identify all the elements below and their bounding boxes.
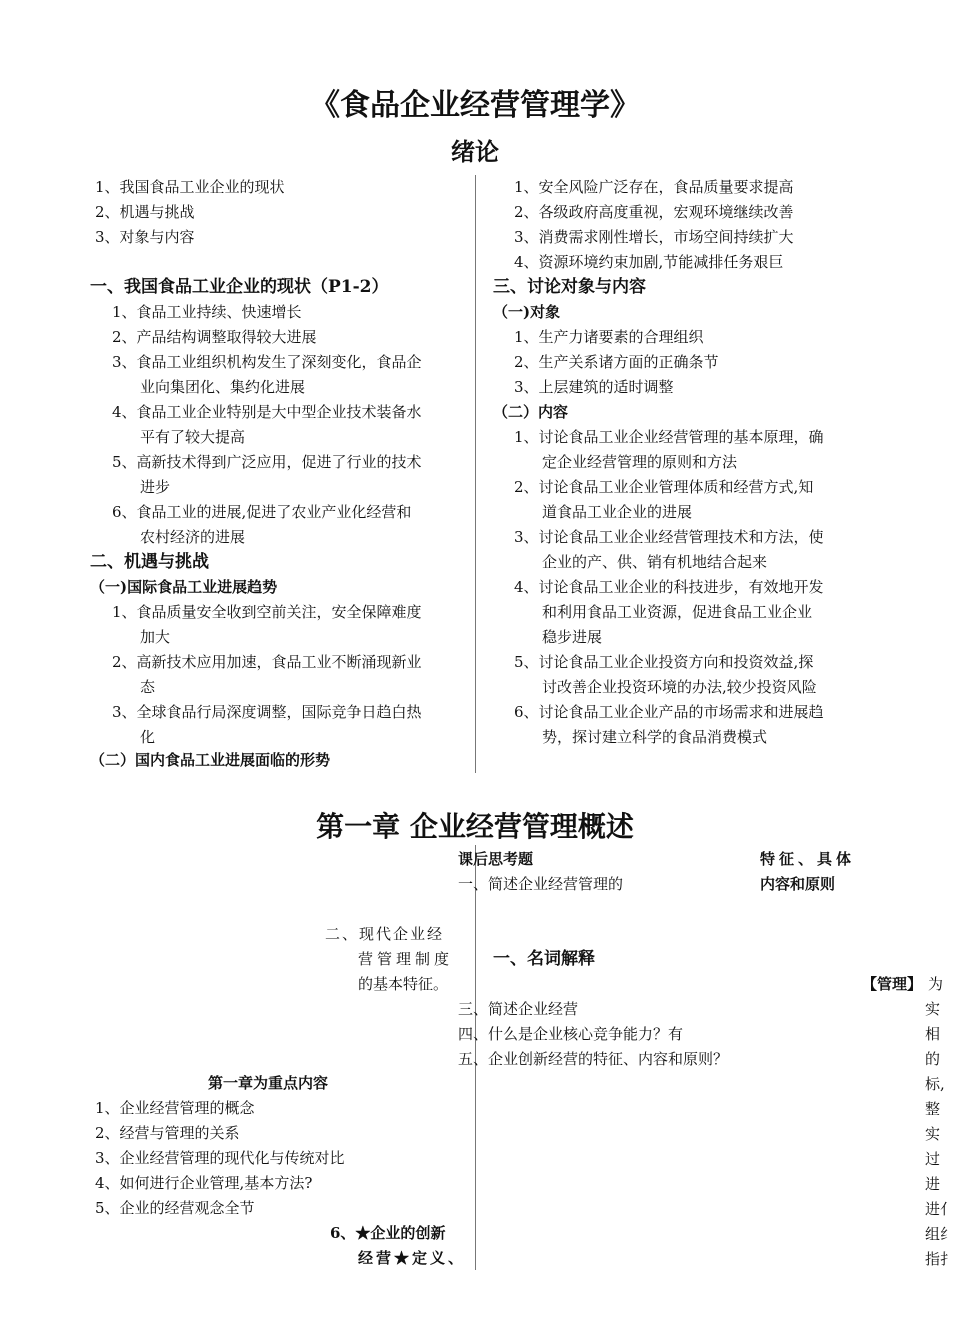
question-item-cont: 营管理制度 bbox=[358, 950, 454, 968]
list-item: 3、消费需求刚性增长，市场空间持续扩大 bbox=[514, 228, 794, 246]
subsection-heading: （二）内容 bbox=[493, 403, 569, 421]
toc-item: 2、机遇与挑战 bbox=[95, 203, 195, 221]
question-item: 四、什么是企业核心竞争能力？有 bbox=[458, 1025, 684, 1043]
questions-heading: 课后思考题 bbox=[458, 850, 534, 868]
list-item-cont: 平有了较大提高 bbox=[140, 428, 246, 446]
list-item: 1、讨论食品工业企业经营管理的基本原理，确 bbox=[514, 428, 824, 446]
list-item: 5、高新技术得到广泛应用，促进了行业的技术 bbox=[112, 453, 422, 471]
term-fragment: 相 bbox=[925, 1025, 941, 1043]
list-item: 1、安全风险广泛存在，食品质量要求提高 bbox=[514, 178, 794, 196]
list-item-cont: 和利用食品工业资源，促进食品工业企业 bbox=[542, 603, 813, 621]
section-heading: 三、讨论对象与内容 bbox=[493, 277, 646, 297]
list-item: 4、资源环境约束加剧,节能减排任务艰巨 bbox=[514, 253, 784, 271]
key-point-item: 2、经营与管理的关系 bbox=[95, 1124, 240, 1142]
term-fragment: 进 bbox=[925, 1175, 941, 1193]
term-fragment: 整 bbox=[925, 1100, 941, 1118]
toc-item: 3、对象与内容 bbox=[95, 228, 195, 246]
term-fragment: 标, bbox=[925, 1075, 945, 1093]
key-point-item: 4、如何进行企业管理,基本方法? bbox=[95, 1174, 313, 1192]
list-item-cont: 进步 bbox=[140, 478, 171, 496]
key-points-heading: 第一章为重点内容 bbox=[208, 1074, 329, 1092]
question-item-cont: 的基本特征。 bbox=[358, 975, 449, 993]
question-item: 一、简述企业经营管理的 bbox=[458, 875, 624, 893]
question-item: 二、现代企业经 bbox=[325, 925, 445, 943]
list-item-cont: 企业的产、供、销有机地结合起来 bbox=[542, 553, 768, 571]
list-item: 6、食品工业的进展,促进了农业产业化经营和 bbox=[112, 503, 412, 521]
key-point-item: 5、企业的经营观念全节 bbox=[95, 1199, 255, 1217]
term-fragment: 实 bbox=[925, 1000, 941, 1018]
chapter-heading: 第一章 企业经营管理概述 bbox=[316, 810, 634, 843]
question-item-cont: 特征、具体 bbox=[760, 850, 856, 868]
term-fragment: 组纟 bbox=[925, 1225, 955, 1243]
subsection-heading: （二）国内食品工业进展面临的形势 bbox=[90, 751, 331, 769]
list-item: 1、生产力诸要素的合理组织 bbox=[514, 328, 704, 346]
list-item-cont: 稳步进展 bbox=[542, 628, 603, 646]
question-item: 三、简述企业经营 bbox=[458, 1000, 579, 1018]
list-item: 4、食品工业企业特别是大中型企业技术装备水 bbox=[112, 403, 422, 421]
list-item: 3、讨论食品工业企业经营管理技术和方法，使 bbox=[514, 528, 824, 546]
intro-heading: 绪论 bbox=[451, 137, 499, 166]
list-item-cont: 讨改善企业投资环境的办法,较少投资风险 bbox=[542, 678, 817, 696]
term-label: 【管理】 bbox=[862, 975, 923, 993]
column-divider bbox=[475, 175, 476, 773]
term-fragment: 过 bbox=[925, 1150, 941, 1168]
subsection-heading: （一)国际食品工业进展趋势 bbox=[90, 578, 278, 596]
subsection-heading: （一)对象 bbox=[493, 303, 561, 321]
list-item: 2、高新技术应用加速，食品工业不断涌现新业 bbox=[112, 653, 422, 671]
section-heading: 一、我国食品工业企业的现状（P1-2） bbox=[90, 277, 389, 297]
list-item: 2、讨论食品工业企业管理体质和经营方式,知 bbox=[514, 478, 814, 496]
question-item-cont: 内容和原则 bbox=[760, 875, 836, 893]
list-item-cont: 加大 bbox=[140, 628, 171, 646]
list-item: 3、全球食品行局深度调整，国际竞争日趋白热 bbox=[112, 703, 422, 721]
term-fragment: 指扌 bbox=[925, 1250, 955, 1268]
section-heading: 二、机遇与挑战 bbox=[90, 552, 209, 572]
list-item-cont: 业向集团化、集约化进展 bbox=[140, 378, 306, 396]
list-item-cont: 道食品工业企业的进展 bbox=[542, 503, 693, 521]
list-item-cont: 农村经济的进展 bbox=[140, 528, 246, 546]
key-point-item: 3、企业经营管理的现代化与传统对比 bbox=[95, 1149, 345, 1167]
list-item: 1、食品工业持续、快速增长 bbox=[112, 303, 302, 321]
list-item: 3、食品工业组织机构发生了深刻变化，食品企 bbox=[112, 353, 422, 371]
term-fragment: 为 bbox=[928, 975, 944, 993]
list-item-cont: 势，探讨建立科学的食品消费模式 bbox=[542, 728, 768, 746]
key-point-item: 1、企业经营管理的概念 bbox=[95, 1099, 255, 1117]
list-item-cont: 定企业经营管理的原则和方法 bbox=[542, 453, 738, 471]
term-fragment: 实 bbox=[925, 1125, 941, 1143]
list-item: 1、食品质量安全收到空前关注，安全保障难度 bbox=[112, 603, 422, 621]
question-item: 五、企业创新经营的特征、内容和原则？ bbox=[458, 1050, 729, 1068]
list-item-cont: 化 bbox=[140, 728, 156, 746]
term-fragment: 的 bbox=[925, 1050, 941, 1068]
list-item: 4、讨论食品工业企业的科技进步，有效地开发 bbox=[514, 578, 824, 596]
list-item-cont: 态 bbox=[140, 678, 156, 696]
list-item: 5、讨论食品工业企业投资方向和投资效益,探 bbox=[514, 653, 814, 671]
term-heading: 一、名词解释 bbox=[493, 949, 595, 969]
list-item: 3、上层建筑的适时调整 bbox=[514, 378, 674, 396]
key-point-item-cont: 经营★定义、 bbox=[358, 1249, 467, 1267]
list-item: 2、产品结构调整取得较大进展 bbox=[112, 328, 317, 346]
key-point-item: 6、★企业的创新 bbox=[330, 1224, 446, 1242]
list-item: 6、讨论食品工业企业产品的市场需求和进展趋 bbox=[514, 703, 824, 721]
term-fragment: 进亻 bbox=[925, 1200, 955, 1218]
document-title: 《食品企业经营管理学》 bbox=[310, 88, 640, 123]
list-item: 2、生产关系诸方面的正确条节 bbox=[514, 353, 719, 371]
toc-item: 1、我国食品工业企业的现状 bbox=[95, 178, 285, 196]
list-item: 2、各级政府高度重视，宏观环境继续改善 bbox=[514, 203, 794, 221]
